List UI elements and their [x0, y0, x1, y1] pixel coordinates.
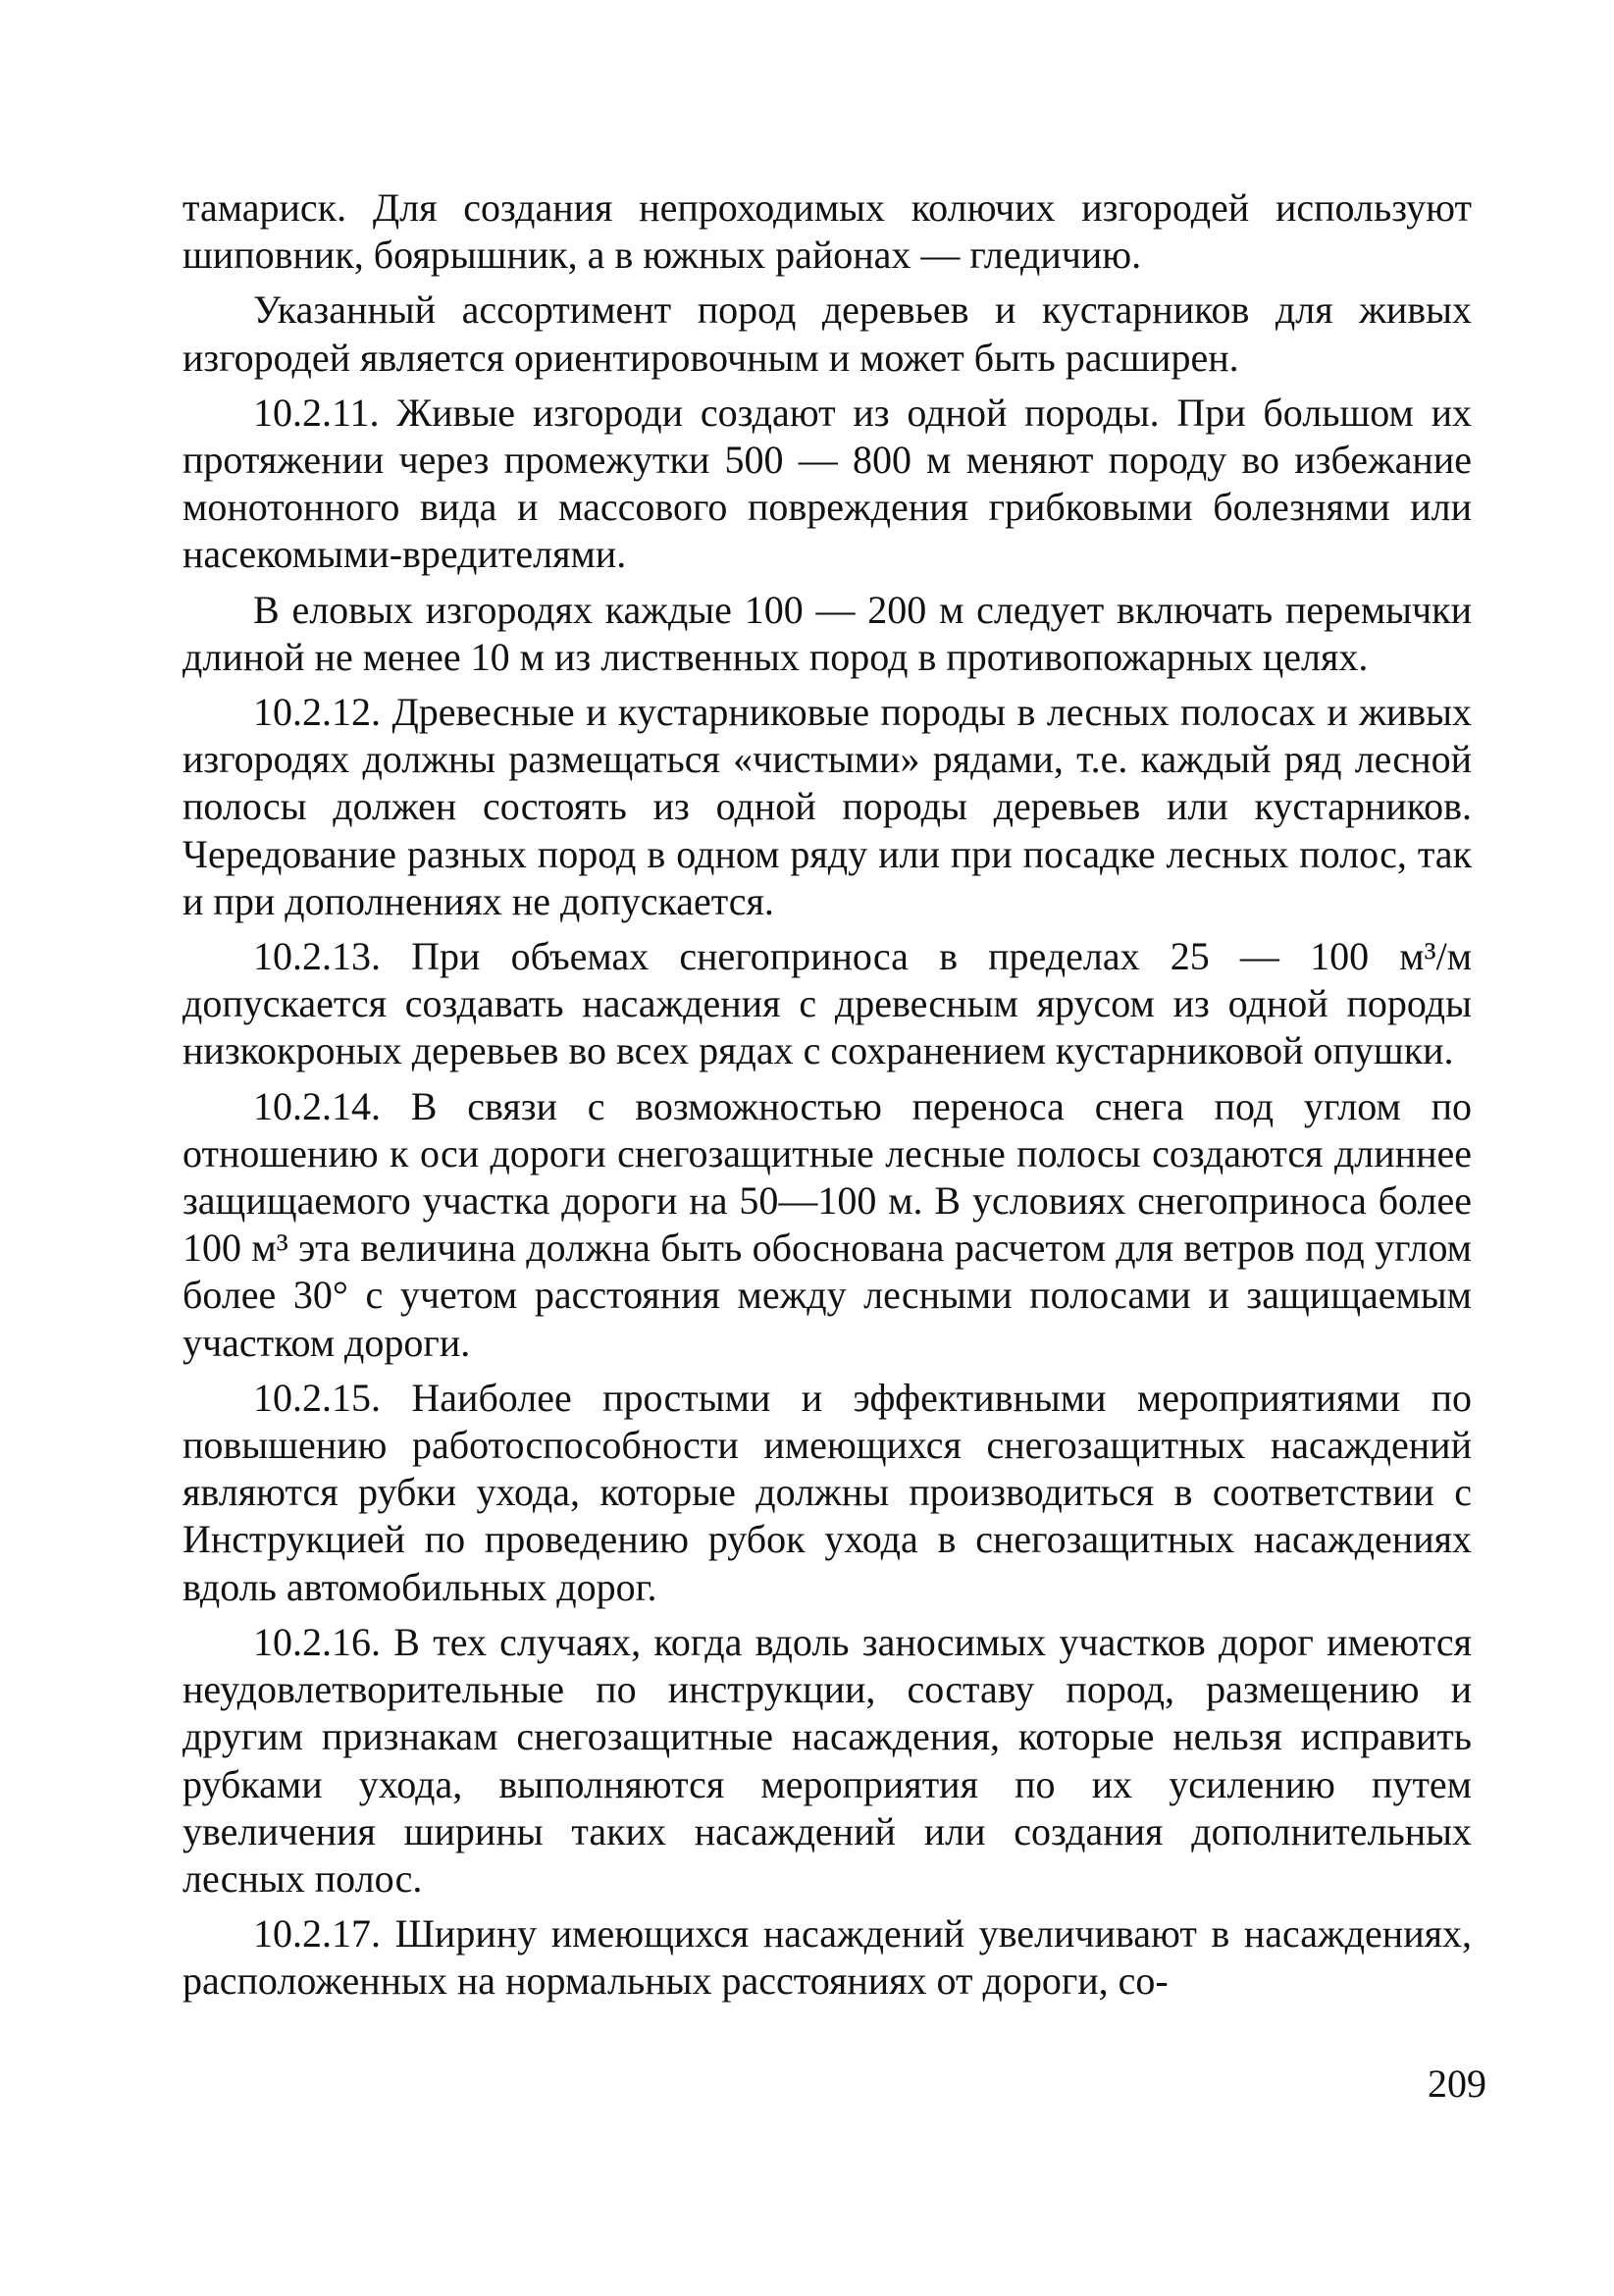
paragraph-10-2-17: 10.2.17. Ширину имеющихся насаждений увеличивают в насаждениях, расположенных на нормальных расстояниях от дороги, со- [182, 1911, 1472, 2004]
paragraph-10-2-15: 10.2.15. Наиболее простыми и эффективными мероприятиями по повышению работоспособности имеющихся снегозащитных насаждений являются рубки ухода, которые должны производиться в соответствии с Инструкцией по проведению рубок ухода в снегозащитных насаждениях вдоль автомобильных дорог. [182, 1375, 1472, 1609]
paragraph-10-2-16: 10.2.16. В тех случаях, когда вдоль заносимых участков дорог имеются неудовлетворительные по инструкции, составу пород, размещению и другим признакам снегозащитные насаждения, которые нельзя исправить рубками ухода, выполняются мероприятия по их усилению путем увеличения ширины таких насаждений или создания дополнительных лесных полос. [182, 1619, 1472, 1901]
paragraph-10-2-14: 10.2.14. В связи с возможностью переноса снега под углом по отношению к оси дороги снегозащитные лесные полосы создаются длиннее защищаемого участка дороги на 50—100 м. В условиях снегоприноса более 100 м³ эта величина должна быть обоснована расчетом для ветров под углом более 30° с учетом расстояния между лесными полосами и защищаемым участком дороги. [182, 1083, 1472, 1365]
paragraph-assortment: Указанный ассортимент пород деревьев и кустарников для живых изгородей является ориентировочным и может быть расширен. [182, 287, 1472, 380]
paragraph-continuation: тамариск. Для создания непроходимых колючих изгородей используют шиповник, боярышник, а в южных районах — гледичию. [182, 185, 1472, 278]
page-body [182, 184, 1472, 2013]
paragraph-spruce-hedges: В еловых изгородях каждые 100 — 200 м следует включать перемычки длиной не менее 10 м из лиственных пород в противопожарных целях. [182, 587, 1472, 679]
paragraph-10-2-11: 10.2.11. Живые изгороди создают из одной породы. При большом их протяжении через промежутки 500 — 800 м меняют породу во избежание монотонного вида и массового повреждения грибковыми болезнями или насекомыми-вредителями. [182, 390, 1472, 577]
paragraph-10-2-13: 10.2.13. При объемах снегоприноса в пределах 25 — 100 м³/м допускается создавать насаждения с древесным ярусом из одной породы низкокроных деревьев во всех рядах с сохранением кустарниковой опушки. [182, 934, 1472, 1073]
paragraph-10-2-12: 10.2.12. Древесные и кустарниковые породы в лесных полосах и живых изгородях должны размещаться «чистыми» рядами, т.е. каждый ряд лесной полосы должен состоять из одной породы деревьев или кустарников. Чередование разных пород в одном ряду или при посадке лесных полос, так и при дополнениях не допускается. [182, 690, 1472, 923]
page-number: 209 [1428, 2061, 1486, 2106]
